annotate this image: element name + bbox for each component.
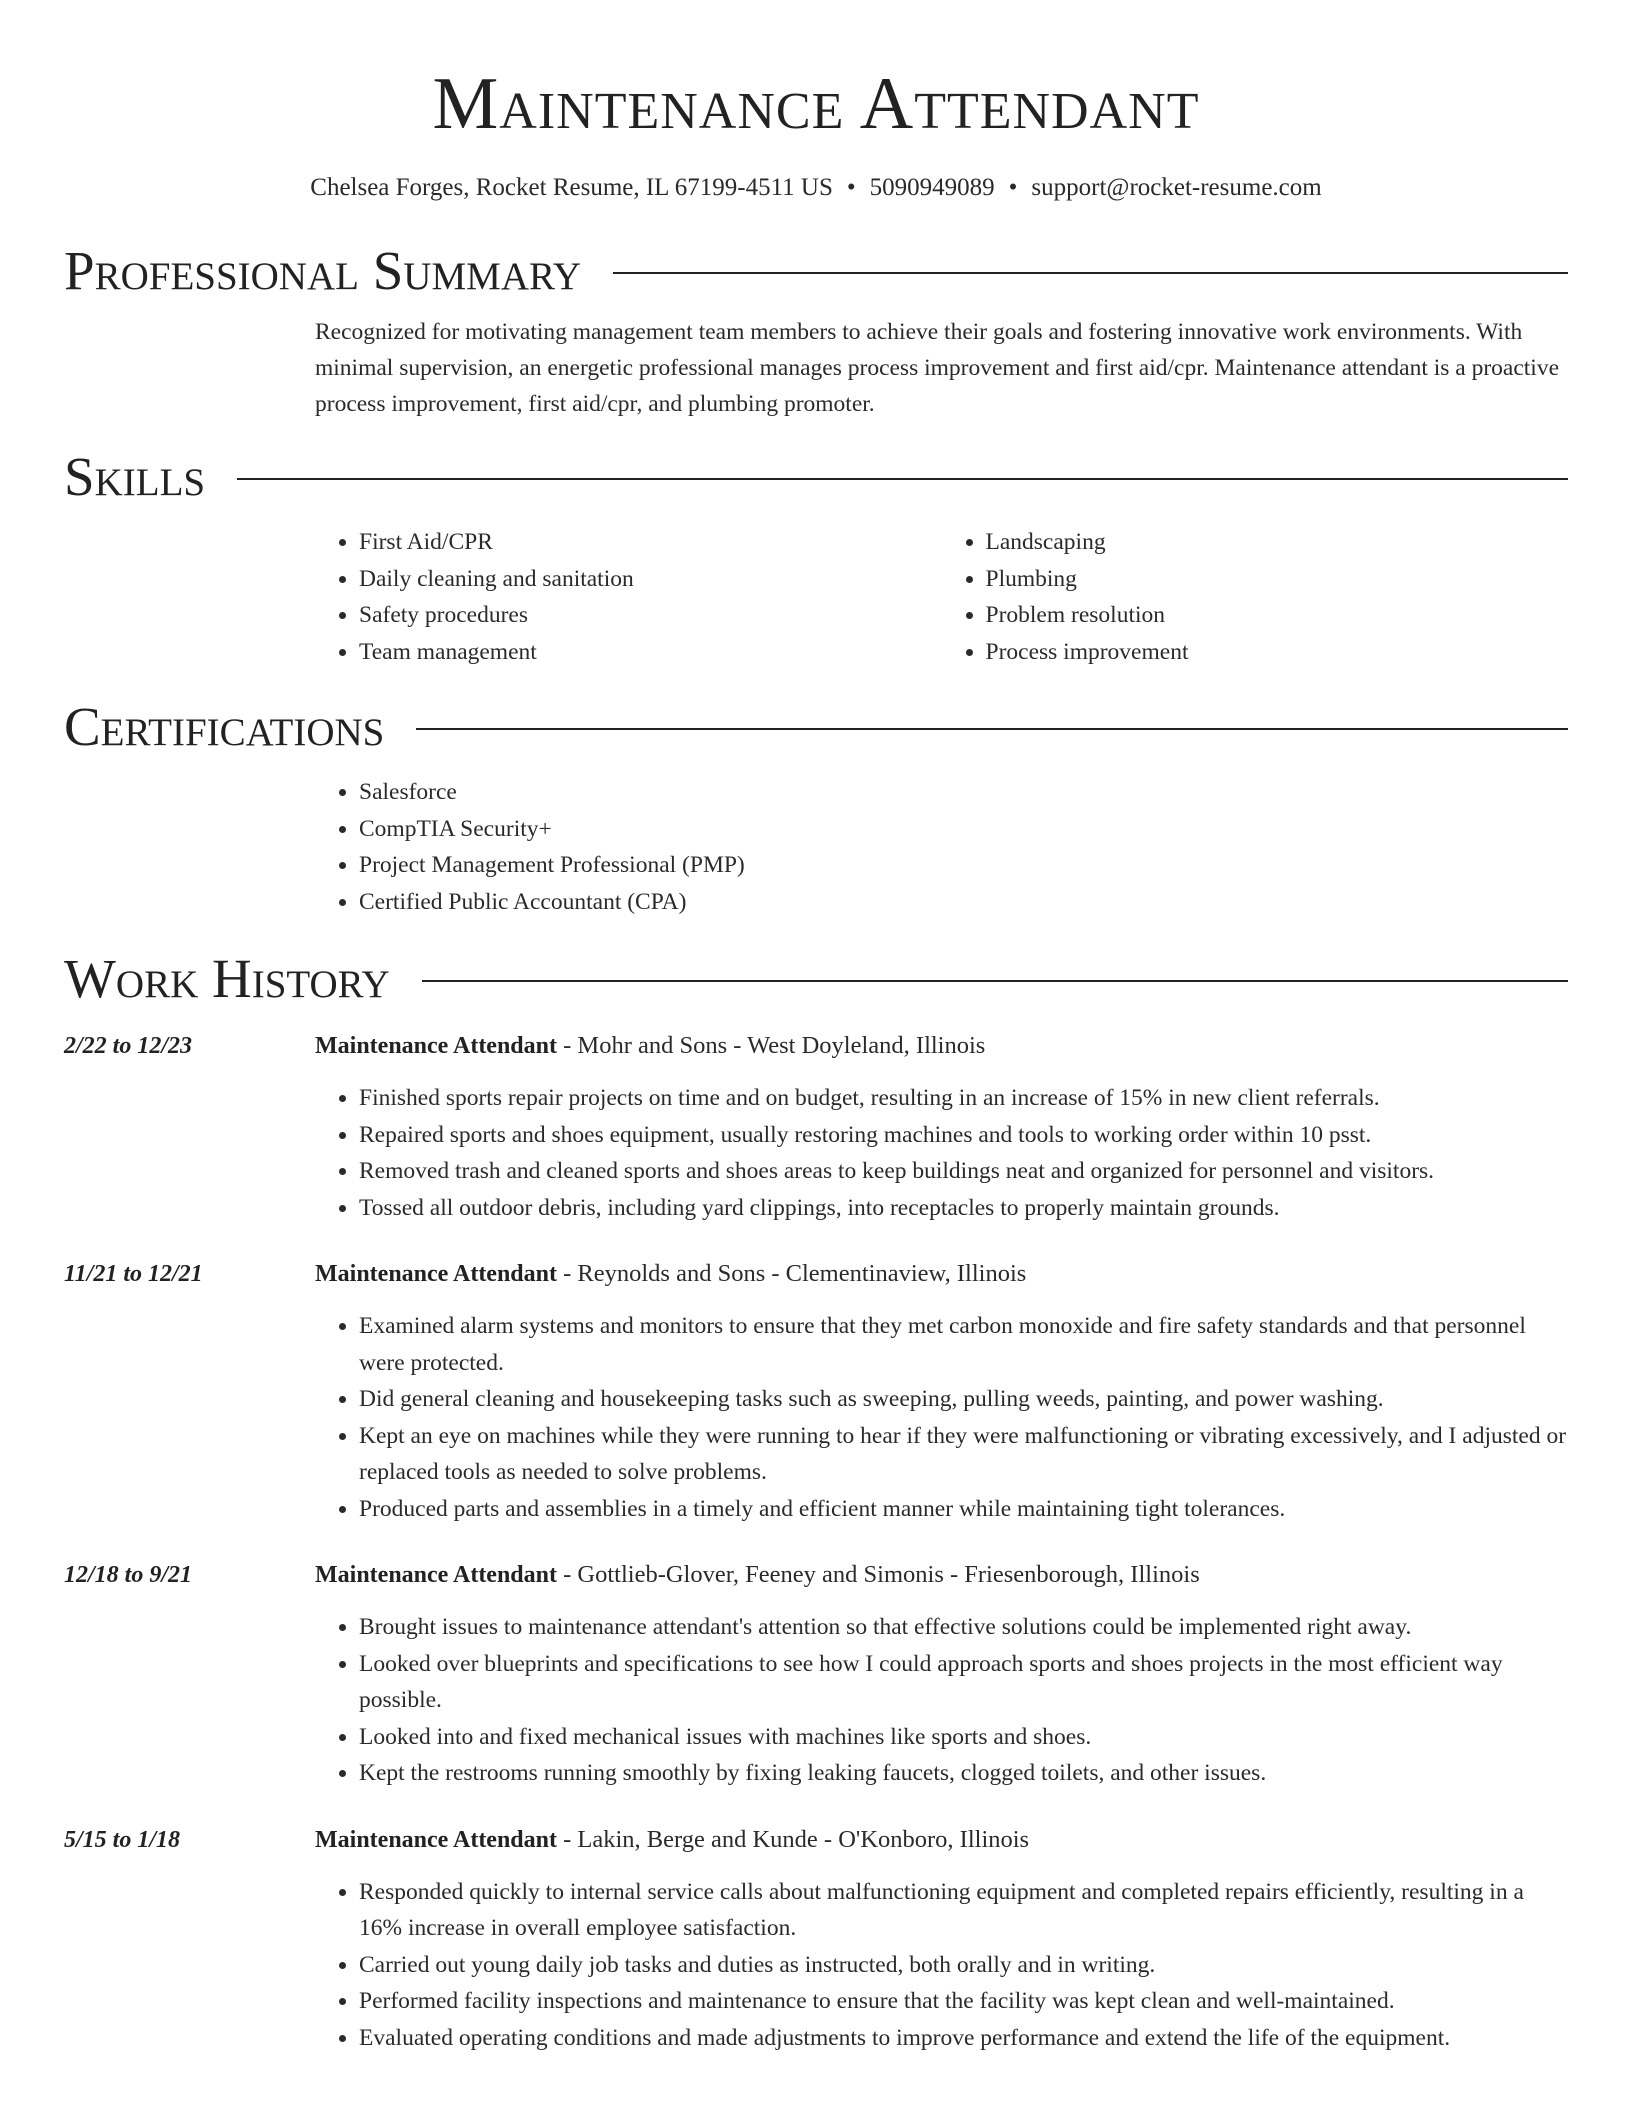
job-employer-location: - Reynolds and Sons - Clementinaview, Illinois (557, 1260, 1027, 1287)
skill-item: • Daily cleaning and sanitation (359, 561, 942, 598)
job-role: Maintenance Attendant (315, 1562, 557, 1588)
job-bullet: • Evaluated operating conditions and made adjustments to improve performance and extend the life of the equipment. (359, 2020, 1568, 2057)
job-details (315, 1609, 1568, 1792)
job-title-line (315, 1028, 985, 1064)
job-bullet: • Examined alarm systems and monitors to ensure that they met carbon monoxide and fire safety standards and that personnel were protected. (359, 1308, 1568, 1381)
job-header (64, 1028, 1568, 1064)
job-dates: 2/22 to 12/23 (64, 1033, 193, 1059)
contact-separator: • (846, 174, 856, 201)
job-bullet: • Brought issues to maintenance attendant's attention so that effective solutions could be implemented right away. (359, 1609, 1568, 1646)
job-bullets (315, 1609, 1568, 1792)
job-details (315, 1308, 1568, 1527)
contact-address: Chelsea Forges, Rocket Resume, IL 67199-4511 US (310, 174, 833, 201)
summary-text: Recognized for motivating management team members to achieve their goals and fostering innovative work environments. With minimal supervision, an energetic professional manages process improvement and first aid/cpr. Maintenance attendant is a proactive process improvement, first aid/cpr, and plumbing promoter. (315, 319, 1560, 417)
job-bullet: • Repaired sports and shoes equipment, usually restoring machines and tools to working order within 10 psst. (359, 1117, 1568, 1154)
skill-item: • Problem resolution (986, 597, 1569, 634)
job-role: Maintenance Attendant (315, 1033, 557, 1059)
job-title-line (315, 1256, 1026, 1292)
job-title-line (315, 1557, 1200, 1593)
job-header (64, 1822, 1568, 1858)
job-employer-location: - Mohr and Sons - West Doyleland, Illinois (557, 1032, 986, 1059)
certifications-section (64, 694, 1568, 920)
certification-item: • Salesforce (359, 774, 1568, 811)
section-divider (613, 272, 1568, 274)
summary-body (315, 314, 1568, 422)
skills-section (64, 444, 1568, 670)
certification-item: • CompTIA Security+ (359, 811, 1568, 848)
job-bullet: • Carried out young daily job tasks and duties as instructed, both orally and in writing. (359, 1947, 1568, 1984)
job-bullet: • Performed facility inspections and maintenance to ensure that the facility was kept clean and well-maintained. (359, 1983, 1568, 2020)
section-divider (416, 728, 1568, 730)
job-bullet: • Did general cleaning and housekeeping tasks such as sweeping, pulling weeds, painting, and power washing. (359, 1381, 1568, 1418)
skill-item: • Safety procedures (359, 597, 942, 634)
skill-item: • Landscaping (986, 524, 1569, 561)
job-dates: 11/21 to 12/21 (64, 1261, 203, 1287)
resume-title: Maintenance Attendant (432, 63, 1200, 145)
certifications-list (315, 774, 1568, 920)
contact-separator: • (1008, 174, 1018, 201)
job-bullets (315, 1874, 1568, 2057)
job-bullet: • Removed trash and cleaned sports and shoes areas to keep buildings neat and organized for personnel and visitors. (359, 1153, 1568, 1190)
job-dates: 12/18 to 9/21 (64, 1562, 193, 1588)
section-divider (422, 980, 1568, 982)
job-details (315, 1080, 1568, 1226)
job-bullet: • Looked into and fixed mechanical issues with machines like sports and shoes. (359, 1719, 1568, 1756)
job-bullet: • Looked over blueprints and specifications to see how I could approach sports and shoes projects in the most efficient way possible. (359, 1646, 1568, 1719)
work-history-list (64, 1028, 1568, 2056)
contact-line (64, 172, 1568, 204)
summary-heading-row (64, 238, 1568, 304)
job-bullet: • Tossed all outdoor debris, including yard clippings, into receptacles to properly maintain grounds. (359, 1190, 1568, 1227)
job-bullet: • Kept the restrooms running smoothly by fixing leaking faucets, clogged toilets, and other issues. (359, 1755, 1568, 1792)
job-entry (64, 1028, 1568, 1226)
skills-list-right (942, 524, 1569, 670)
skill-item: • Plumbing (986, 561, 1569, 598)
skill-item: • Process improvement (986, 634, 1569, 671)
certifications-heading: Certifications (64, 696, 385, 757)
section-divider (237, 478, 1568, 480)
work-heading-row (64, 946, 1568, 1012)
job-title-line (315, 1822, 1029, 1858)
job-header (64, 1557, 1568, 1593)
summary-heading: Professional Summary (64, 240, 582, 301)
job-dates: 5/15 to 1/18 (64, 1826, 181, 1853)
skill-item: • First Aid/CPR (359, 524, 942, 561)
work-heading: Work History (64, 948, 390, 1009)
skills-heading: Skills (64, 446, 206, 507)
certifications-body (315, 774, 1568, 920)
contact-email: support@rocket-resume.com (1031, 174, 1322, 201)
job-employer-location: - Lakin, Berge and Kunde - O'Konboro, Illinois (557, 1825, 1030, 1853)
job-header (64, 1256, 1568, 1292)
job-role: Maintenance Attendant (315, 1261, 557, 1287)
job-bullets (315, 1308, 1568, 1527)
job-details (315, 1874, 1568, 2057)
job-bullet: • Responded quickly to internal service calls about malfunctioning equipment and completed repairs efficiently, resulting in a 16% increase in overall employee satisfaction. (359, 1874, 1568, 1947)
skills-grid (315, 524, 1568, 670)
job-bullet: • Finished sports repair projects on time and on budget, resulting in an increase of 15% in new client referrals. (359, 1080, 1568, 1117)
certifications-heading-row (64, 694, 1568, 760)
job-entry (64, 1822, 1568, 2057)
job-employer-location: - Gottlieb-Glover, Feeney and Simonis - Friesenborough, Illinois (557, 1561, 1200, 1588)
certification-item: • Project Management Professional (PMP) (359, 847, 1568, 884)
job-bullet: • Produced parts and assemblies in a timely and efficient manner while maintaining tight tolerances. (359, 1491, 1568, 1528)
skill-item: • Team management (359, 634, 942, 671)
work-section (64, 946, 1568, 2056)
skills-heading-row (64, 444, 1568, 510)
job-bullet: • Kept an eye on machines while they were running to hear if they were malfunctioning or vibrating excessively, and I adjusted or replaced tools as needed to solve problems. (359, 1418, 1568, 1491)
job-bullets (315, 1080, 1568, 1226)
job-entry (64, 1557, 1568, 1792)
job-entry (64, 1256, 1568, 1527)
job-role: Maintenance Attendant (315, 1826, 557, 1853)
contact-phone: 5090949089 (869, 174, 995, 201)
skills-list-left (315, 524, 942, 670)
summary-section (64, 238, 1568, 422)
certification-item: • Certified Public Accountant (CPA) (359, 884, 1568, 921)
